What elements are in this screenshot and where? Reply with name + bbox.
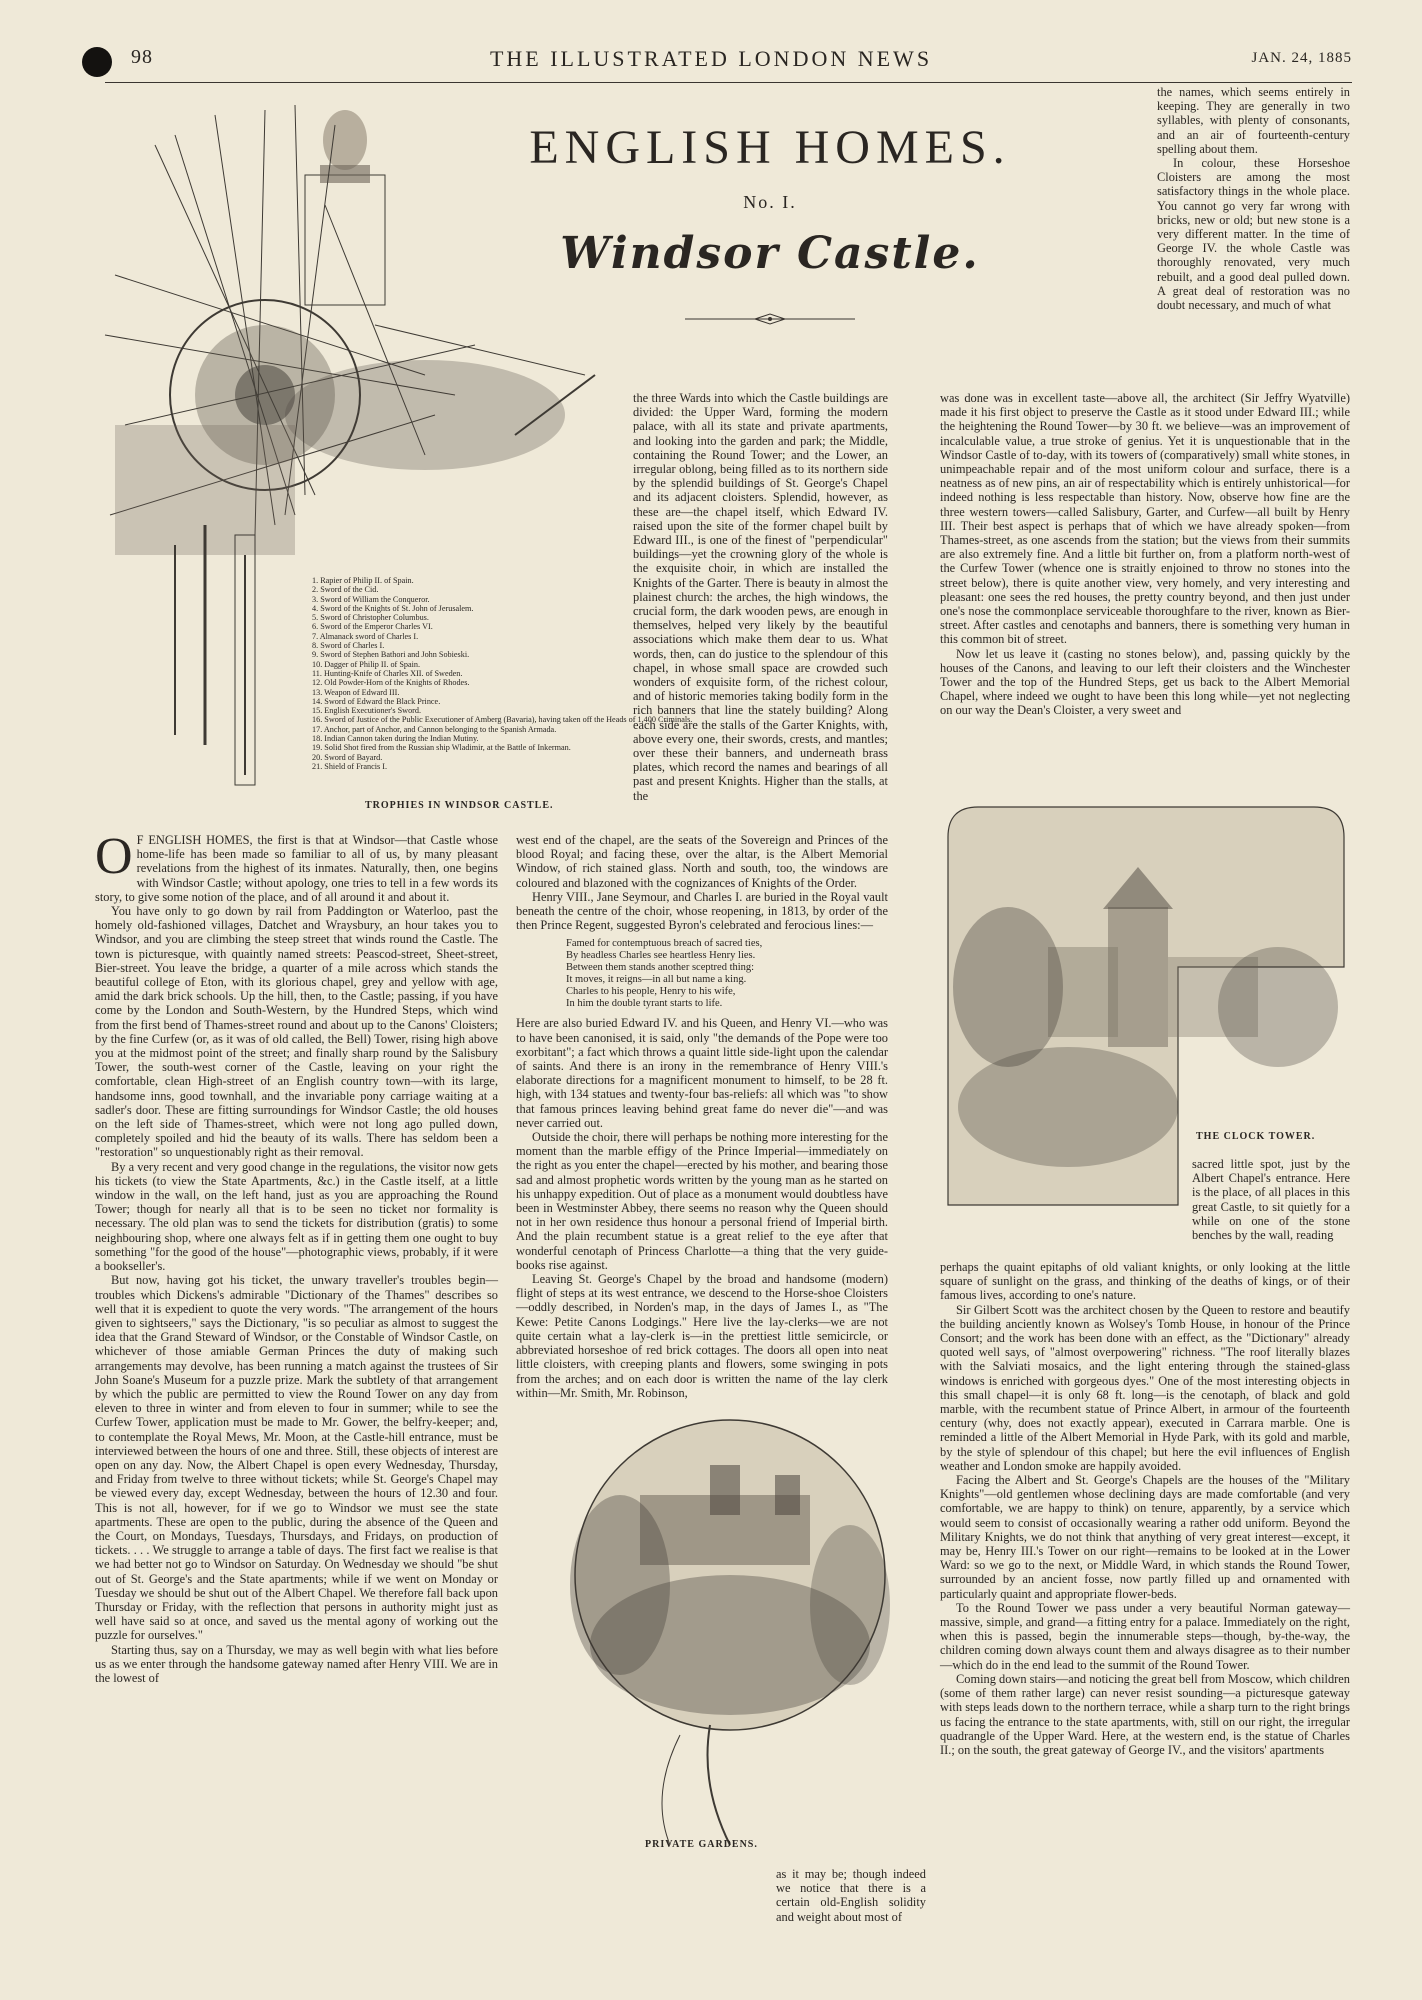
column-3-top	[1157, 85, 1350, 312]
paragraph: Outside the choir, there will perhaps be nothing more interesting for the moment than the marble effigy of the Prince Imperial—immediately on the right as you enter the chapel—erected by his mother, and bearing those sad and almost prophetic words written by the young man as he started on his unhappy expedition. Out of place as a monument would doubtless have been in Westminster Abbey, there seems no reason why the Queen should not in her own residence thus honour a personal friend of Imperial birth. And the plain recumbent statue is a great relief to the eye after that wonderful cenotaph of Princess Charlotte—a thing that the very guide-books rise against.	[516, 1130, 888, 1272]
paragraph: Facing the Albert and St. George's Chapels are the houses of the "Military Knights"—old gentlemen whose declining days are made comfortable (and very comfortable, we are happy to think) on tenure, apparently, by a service which would seem to consist of occasionally wearing a rather odd uniform. Beyond the Military Knights, we do not think that anything of very great interest—except, it may be, Henry III.'s Tower on our right—remains to be looked at in the Lower Ward: so we go to the next, or Middle Ward, in which stands the Round Tower, surrounded by an ancient fosse, now partly filled up and ornamented with particularly quaint and appropriate flower-beds.	[940, 1473, 1350, 1601]
paragraph: Now let us leave it (casting no stones below), and, passing quickly by the houses of the Canons, and leaving to our left their cloisters and the Winchester Tower and the top of the Hundred Steps, get us back to the Albert Memorial Chapel, where indeed we ought to have been this long while—yet not neglecting on our way the Dean's Cloister, a very sweet and	[940, 646, 1350, 718]
paragraph: But now, having got his ticket, the unwary traveller's troubles begin—troubles which Dickens's admirable "Dictionary of the Thames" describes so well that it is expedient to quote the very words. "The arrangement of the hours given to sightseers," says the Dictionary, "is so peculiar as almost to suggest the idea that the Grand Steward of Windsor, or the Constable of Windsor Castle, on whichever of those amiable German Princes the duty of making such arrangements may devolve, has been running a match against the trustees of Sir John Soane's Museum for a puzzle prize. Mark the subtlety of that arrangement by which the public are permitted to view the Round Tower on any day from eleven to three in winter and from eleven to four in summer; while to see the Curfew Tower, application must be made to Mr. Gower, the belfry-keeper; and, to contemplate the Royal Mews, Mr. Moon, at the Castle-hill entrance, must be interviewed between the hours of one and three. Still, these objects of interest are open on any day. Now, the Albert Chapel is open every Wednesday, Thursday, and Friday from twelve to three without tickets; while St. George's Chapel may be viewed every day, except Wednesday, between the hours of 12.30 and four. This is not all, however, for if we go to Windsor we must see the state apartments. These are open to the public, during the absence of the Queen and the Court, on Mondays, Tuesdays, Thursdays, and Fridays, on production of tickets. . . . We struggle to arrange a table of days. The first fact we realise is that we had better not go to Windsor on Saturday. On Wednesday we should "be shut out of St. George's and the State apartments; while if we went on Monday or Tuesday we should be shut out of the Albert Chapel. We therefore fall back upon Thursday or Friday, with the reflection that persons in authority might just as well have said so at once, and saved us the mental agony of working out the puzzle for ourselves."	[95, 1273, 498, 1643]
column-3-bottom	[940, 1260, 1350, 1757]
column-1	[95, 828, 498, 1685]
column-2-bottom	[776, 1867, 926, 1924]
byron-poem	[566, 938, 888, 1010]
paragraph: By a very recent and very good change in the regulations, the visitor now gets his tickets (to view the State Apartments, &c.) in the Castle itself, at a little window in the wall, on the left hand, just as you are approaching the Round Tower; though for nearly all that is to be seen no ticket nor formality is necessary. The old plan was to send the tickets for distribution (gratis) to some neighbouring shop, where one always felt as if in getting them one ought to buy something "for the good of the house"—photographic views, probably, if it were a bookseller's.	[95, 1159, 498, 1274]
title-ornament	[685, 312, 855, 326]
article-title: ENGLISH HOMES.	[529, 121, 1011, 174]
legend-item: 15. English Executioner's Sword.	[312, 706, 422, 716]
legend-item: 20. Sword of Bayard.	[312, 752, 383, 762]
poem-line: Between them stands another sceptred thing:	[566, 962, 755, 974]
paragraph: the three Wards into which the Castle buildings are divided: the Upper Ward, forming the modern palace, with all its state and private apartments, and looking into the garden and park; the Middle, containing the Round Tower; and the Lower, an irregular oblong, being filled as to its northern side by the splendid buildings of St. George's Chapel and its adjacent cloisters. Splendid, however, as these are—the chapel itself, which Edward IV. raised upon the site of the former chapel built by Edward III., is one of the finest of "perpendicular" buildings—yet the crowning glory of the whole is the exquisite choir, in which are installed the Knights of the Garter. There is beauty in almost the plainest church: the arches, the high windows, the crucial form, the dark wooden pews, are enough in themselves, helped very likely by the beautiful associations which make them dear to us. What words, then, can do justice to the splendour of this chapel, in whose small space are crowded such wonders of exquisite form, of the richest colour, and of historic memories taking bodily form in the rich banners that line the stately building? Along each side are the stalls of the Garter Knights, with, above every one, their swords, crests, and mantles; over these their banners, and underneath brass plates, which record the names and bearings of all past and present Knights. Higher than the stalls, at the	[633, 391, 888, 803]
clock-tower-caption: THE CLOCK TOWER.	[1196, 1131, 1316, 1142]
legend-item: 2. Sword of the Cid.	[312, 585, 379, 595]
paragraph: Leaving St. George's Chapel by the broad and handsome (modern) flight of steps at its west entrance, we descend to the Horse-shoe Cloisters—oddly described, in Norden's map, in the days of James I., as "The Kewe: Petite Canons Lodgings." Here live the lay-clerks—we are not quite certain what a lay-clerk is—in the prettiest little semicircle, or abbreviated horseshoe of red brick cottages. The doors all open into neat little cloisters, with creeping plants and flowers, some swinging in pots from the arches; and on each door is written the name of the lay clerk within—Mr. Smith, Mr. Robinson,	[516, 1272, 888, 1400]
paragraph: Sir Gilbert Scott was the architect chosen by the Queen to restore and beautify the building anciently known as Wolsey's Tomb House, in honour of the Prince Consort; and the work has been done with an effect, as the "Dictionary" already quoted well says, of "almost overpowering" richness. "The roof literally blazes with the Salviati mosaics, and the light entering through the stained-glass windows is enriched with gorgeous dyes." One of the most interesting objects in this small chapel—it is only 68 ft. long—is the cenotaph, of black and gold marble, with the recumbent statue of Prince Albert, in armour of the fourteenth century (why, does not exactly appear), executed in Carrara marble. One is reminded a little of the Albert Memorial in Hyde Park, with its gold and marble, by the style of splendour of this chapel; but here the evil influences of English weather and London smoke are happily avoided.	[940, 1302, 1350, 1473]
legend-item: 7. Almanack sword of Charles I.	[312, 631, 419, 641]
legend-item: 14. Sword of Edward the Black Prince.	[312, 696, 441, 706]
drop-cap: O	[95, 828, 133, 885]
legend-item: 6. Sword of the Emperor Charles VI.	[312, 622, 433, 632]
legend-item: 18. Indian Cannon taken during the Indian Mutiny.	[312, 734, 479, 744]
legend-item: 10. Dagger of Philip II. of Spain.	[312, 659, 421, 669]
legend-item: 17. Anchor, part of Anchor, and Cannon belonging to the Spanish Armada.	[312, 724, 557, 734]
poem-line: In him the double tyrant starts to life.	[566, 998, 723, 1010]
clock-tower-illustration	[948, 807, 1344, 1205]
paragraph: To the Round Tower we pass under a very beautiful Norman gateway—massive, simple, and grand—a fitting entry for a palace. Immediately on the right, when this is passed, begin the innumerable steps—though, by-the-way, the children coming down always count them and always disagree as to their number—which do in the end lead to the summit of the Round Tower.	[940, 1600, 1350, 1672]
paragraph: west end of the chapel, are the seats of the Sovereign and Princes of the blood Royal; and facing these, over the altar, is the Albert Memorial Window, of rich stained glass. North and south, too, the windows are coloured and blazoned with the cognizances of Knights of the Order.	[516, 833, 888, 890]
trophies-caption: TROPHIES IN WINDSOR CASTLE.	[365, 800, 554, 811]
paragraph: Here are also buried Edward IV. and his Queen, and Henry VI.—who was to have been canonised, it is said, only "the demands of the Pope were too exorbitant"; a fact which throws a quaint little side-light upon the calendar of saints. And there is an irony in the remembrance of Henry VIII.'s elaborate directions for a magnificent monument to himself, to be 28 ft. high, with 134 statues and twenty-four bas-reliefs: all which was "to show that famous princes leaving behind great fame do never die"—and was never carried out.	[516, 1016, 888, 1130]
poem-line: By headless Charles see heartless Henry lies.	[566, 950, 756, 962]
legend-item: 1. Rapier of Philip II. of Spain.	[312, 576, 414, 585]
column-2-top	[633, 391, 888, 803]
publication-title: THE ILLUSTRATED LONDON NEWS	[489, 46, 933, 71]
paragraph: sacred little spot, just by the Albert Chapel's entrance. Here is the place, of all places in this great Castle, to sit quietly for a while on one of the stone benches by the wall, reading	[1192, 1157, 1350, 1243]
legend-item: 11. Hunting-Knife of Charles XII. of Sweden.	[312, 668, 463, 678]
legend-item: 4. Sword of the Knights of St. John of Jerusalem.	[312, 603, 474, 613]
page-number: 98	[131, 46, 153, 68]
paragraph: You have only to go down by rail from Paddington or Waterloo, past the homely old-fashioned villages, Datchet and Wraysbury, an hour takes you to Windsor, and you are climbing the steep street that winds round the Castle. The town is picturesque, with quaintly named streets: Peascod-street, Sheet-street, Bier-street. You leave the bridge, a quarter of a mile across which stands the beautiful college of Eton, with its glorious chapel, grey and yellow with age, amid the dark brick schools. Up the hill, then, to the Castle; passing, if you have come by the London and South-Western, by the Hundred Steps, which wind from the first bend of Thames-street round and about up to the Canons' Cloisters; by the fine Curfew (or, as it was of old called, the Bell) Tower, rising high above you at the midmost point of the street; and finally sharp round by the Salisbury Tower, the south-west corner of the Castle, leaving on your right the comfortable, clean High-street of an English country town—with its large, handsome inns, good townhall, and the invariable pony carriage waiting at a sadler's door. These are fitting surroundings for Windsor Castle; the old houses on the left side of Thames-street, which were not long ago pulled down, completely spoiled and hid the beauty of its walls. There has seldom been a "restoration" so unquestionably right as their removal.	[95, 904, 498, 1160]
column-3-wide	[940, 391, 1350, 718]
private-gardens-illustration	[560, 1405, 900, 1860]
paragraph: perhaps the quaint epitaphs of old valiant knights, or only looking at the little square of sunlight on the grass, and thinking of the deaths of kings, or of their famous lives, according to one's nature.	[940, 1260, 1350, 1303]
legend-item: 19. Solid Shot fired from the Russian ship Wladimir, at the Battle of Inkerman.	[312, 743, 571, 753]
private-gardens-caption: PRIVATE GARDENS.	[645, 1839, 758, 1850]
column-2-main	[516, 833, 888, 1400]
legend-item: 16. Sword of Justice of the Public Executioner of Amberg (Bavaria), having taken off the Heads of 1,400 Criminals.	[312, 715, 693, 725]
legend-item: 3. Sword of William the Conqueror.	[312, 594, 430, 604]
paragraph: was done was in excellent taste—above all, the architect (Sir Jeffry Wyatville) made it his first object to preserve the Castle as it stood under Edward III.; while the heightening the Round Tower—by 30 ft. we believe—was an improvement of incalculable value, a true stroke of genius. Yet it is unquestionable that in the Windsor Castle of to-day, with its towers of (comparatively) small white stones, in unimpeachable repair and of the most uniform colour and surface, there is a neatness as of new pins, an air of respectability which is entirely unhistorical—for indeed nothing is less respectable than history. Now, observe how fine are the three western towers—called Salisbury, Garter, and Curfew—all built by Henry III. Their best aspect is perhaps that of which we have already spoken—from Thames-street, as one ascends from the station; but the views from their summits are also extremely fine. And a little bit further on, from a platform north-west of the Curfew Tower (whence one is straitly enjoined to throw no stones into the street below), there is quite another view, very homely, and very interesting and pleasant: one sees the red houses, the pretty country beyond, and then just under one's nose the commonplace serviceable thoroughfare to the river, known as Bier-street. After castles and cenotaphs and banners, there is something very human in this common bit of street.	[940, 391, 1350, 647]
legend-item: 13. Weapon of Edward III.	[312, 687, 400, 697]
paragraph: In colour, these Horseshoe Cloisters are among the most satisfactory things in the whole place. You cannot go very far wrong with bricks, new or old; but new stone is a very different matter. In the time of George IV. the whole Castle was thoroughly renovated, very much rebuilt, and a good deal pulled down. A great deal of restoration was no doubt necessary, and much of what	[1157, 156, 1350, 313]
header-rule	[105, 82, 1352, 83]
column-3-clock	[1192, 1157, 1350, 1242]
article-number: No. I.	[743, 192, 797, 212]
paragraph: Coming down stairs—and noticing the great bell from Moscow, which children (some of them rather large) can never resist sounding—a picturesque gateway with steps leads down to the northern terrace, while a sharp turn to the right brings us facing the entrance to the state apartments, with, still on our right, the irregular quadrangle of the Upper Ward. Here, at the western end, is the statue of Charles II.; on the south, the great gateway of George IV., and the visitors' apartments	[940, 1671, 1350, 1757]
paragraph: Starting thus, say on a Thursday, we may as well begin with what lies before us as we enter through the handsome gateway named after Henry VIII. We are in the lowest of	[95, 1642, 498, 1685]
legend-item: 12. Old Powder-Horn of the Knights of Rhodes.	[312, 678, 470, 688]
poem-line: It moves, it reigns—in all but name a king.	[566, 974, 747, 986]
legend-item: 5. Sword of Christopher Columbus.	[312, 613, 429, 623]
legend-item: 21. Shield of Francis I.	[312, 761, 388, 771]
paragraph: the names, which seems entirely in keeping. They are generally in two syllables, with plenty of consonants, and an air of fourteenth-century spelling about them.	[1157, 85, 1350, 156]
legend-item: 8. Sword of Charles I.	[312, 641, 385, 651]
legend-item: 9. Sword of Stephen Bathori and John Sobieski.	[312, 650, 470, 660]
paragraph: O F ENGLISH HOMES, the first is that at Windsor—that Castle whose home-life has been made so familiar to all of us, by many pleasant revelations from the highest of its inmates. Naturally, then, one begins with Windsor Castle; without apology, one tries to tell in a few words its story, to give some notion of the place, and of all around it and about it.	[95, 828, 498, 904]
poem-line: Famed for contemptuous breach of sacred ties,	[566, 938, 763, 950]
issue-date: JAN. 24, 1885	[1251, 50, 1352, 66]
trophies-legend	[312, 576, 693, 771]
paragraph: as it may be; though indeed we notice that there is a certain old-English solidity and weight about most of	[776, 1867, 926, 1924]
poem-line: Charles to his people, Henry to his wife,	[566, 986, 736, 998]
paragraph: Henry VIII., Jane Seymour, and Charles I. are buried in the Royal vault beneath the centre of the choir, whose reopening, in 1813, by order of the then Prince Regent, suggested Byron's celebrated and ferocious lines:—	[516, 889, 888, 933]
article-subject: Windsor Castle.	[560, 228, 980, 279]
